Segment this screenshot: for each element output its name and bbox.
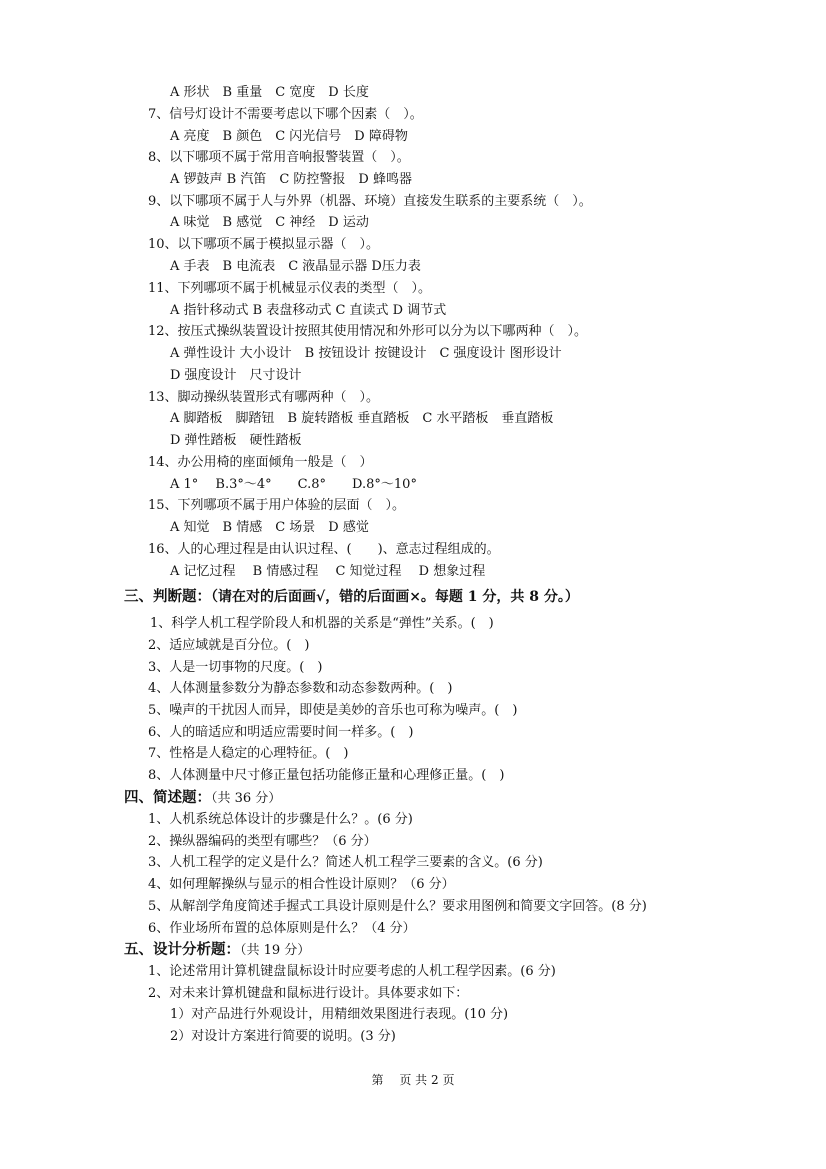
section-5-title: 五、设计分析题： — [124, 941, 240, 958]
judge-item-2: 2、适应域就是百分位。( ) — [148, 638, 310, 653]
short-answer-2: 2、操纵器编码的类型有哪些？（6 分） — [148, 834, 377, 849]
question-text: 9、以下哪项不属于人与外界（机器、环境）直接发生联系的主要系统（ ）。 — [148, 194, 592, 209]
question-options: A 锣鼓声 B 汽笛 C 防控警报 D 蜂鸣器 — [170, 172, 412, 187]
question-options: A 味觉 B 感觉 C 神经 D 运动 — [170, 215, 369, 230]
section-3-title: 三、判断题： — [124, 588, 211, 605]
section-4-heading — [124, 789, 281, 808]
section-4-title: 四、简述题： — [124, 789, 211, 806]
judge-item-3: 3、人是一切事物的尺度。( ) — [148, 660, 323, 675]
question-options: A 记忆过程 B 情感过程 C 知觉过程 D 想象过程 — [170, 564, 486, 579]
question-options: A 知觉 B 情感 C 场景 D 感觉 — [170, 520, 369, 535]
section-5-heading — [124, 941, 310, 960]
judge-item-8: 8、人体测量中尺寸修正量包括功能修正量和心理修正量。( ) — [148, 768, 505, 783]
question-options: A 1° B.3°～4° C.8° D.8°～10° — [170, 477, 417, 492]
section-3-note: （请在对的后面画√，错的后面画×。每题 1 分，共 8 分。） — [211, 589, 579, 605]
question-text: 7、信号灯设计不需要考虑以下哪个因素（ ）。 — [148, 107, 423, 122]
short-answer-1: 1、人机系统总体设计的步骤是什么？。(6 分) — [148, 812, 413, 827]
question-text: 16、人的心理过程是由认识过程、( )、意志过程组成的。 — [148, 542, 500, 557]
judge-item-5: 5、噪声的干扰因人而异，即使是美妙的音乐也可称为噪声。( ) — [148, 703, 518, 718]
question-text: 8、以下哪项不属于常用音响报警装置（ ）。 — [148, 150, 410, 165]
question-options: A 形状 B 重量 C 宽度 D 长度 — [170, 85, 369, 100]
page-footer: 第 页 共 2 页 — [371, 1073, 455, 1087]
question-options: A 脚踏板 脚踏钮 B 旋转踏板 垂直踏板 C 水平踏板 垂直踏板 — [170, 411, 554, 426]
section-5-note: （共 19 分） — [240, 943, 311, 958]
question-options: A 指针移动式 B 表盘移动式 C 直读式 D 调节式 — [170, 303, 447, 318]
short-answer-4: 4、如何理解操纵与显示的相合性设计原则？（6 分） — [148, 877, 455, 892]
section-3-heading — [124, 588, 579, 606]
judge-item-1: 1、科学人机工程学阶段人和机器的关系是“弹性”关系。( ) — [150, 616, 494, 631]
design-question-1: 1、论述常用计算机键盘鼠标设计时应要考虑的人机工程学因素。(6 分) — [148, 964, 556, 979]
question-options: D 弹性踏板 硬性踏板 — [170, 433, 302, 448]
question-text: 14、办公用椅的座面倾角一般是（ ） — [148, 455, 373, 470]
judge-item-4: 4、人体测量参数分为静态参数和动态参数两种。( ) — [148, 681, 453, 696]
question-text: 10、以下哪项不属于模拟显示器（ ）。 — [148, 237, 380, 252]
design-subitem-1: 1）对产品进行外观设计，用精细效果图进行表现。(10 分) — [170, 1007, 509, 1022]
design-question-2: 2、对未来计算机键盘和鼠标进行设计。具体要求如下： — [148, 986, 469, 1001]
short-answer-5: 5、从解剖学角度简述手握式工具设计原则是什么？要求用图例和简要文字回答。(8 分) — [148, 899, 647, 914]
judge-item-7: 7、性格是人稳定的心理特征。( ) — [148, 746, 349, 761]
question-text: 11、下列哪项不属于机械显示仪表的类型（ ）。 — [148, 281, 432, 296]
question-text: 13、脚动操纵装置形式有哪两种（ ）。 — [148, 390, 380, 405]
short-answer-3: 3、人机工程学的定义是什么？简述人机工程学三要素的含义。(6 分) — [148, 855, 543, 870]
judge-item-6: 6、人的暗适应和明适应需要时间一样多。( ) — [148, 725, 414, 740]
section-4-note: （共 36 分） — [211, 791, 282, 806]
question-options: D 强度设计 尺寸设计 — [170, 368, 302, 383]
question-options: A 弹性设计 大小设计 B 按钮设计 按键设计 C 强度设计 图形设计 — [170, 346, 562, 361]
short-answer-6: 6、作业场所布置的总体原则是什么？（4 分） — [148, 921, 416, 936]
question-text: 15、下列哪项不属于用户体验的层面（ ）。 — [148, 498, 406, 513]
question-options: A 亮度 B 颜色 C 闪光信号 D 障碍物 — [170, 129, 408, 144]
question-options: A 手表 B 电流表 C 液晶显示器 D压力表 — [170, 259, 421, 274]
design-subitem-2: 2）对设计方案进行简要的说明。(3 分) — [170, 1029, 396, 1044]
question-text: 12、按压式操纵装置设计按照其使用情况和外形可以分为以下哪两种（ ）。 — [148, 324, 588, 339]
